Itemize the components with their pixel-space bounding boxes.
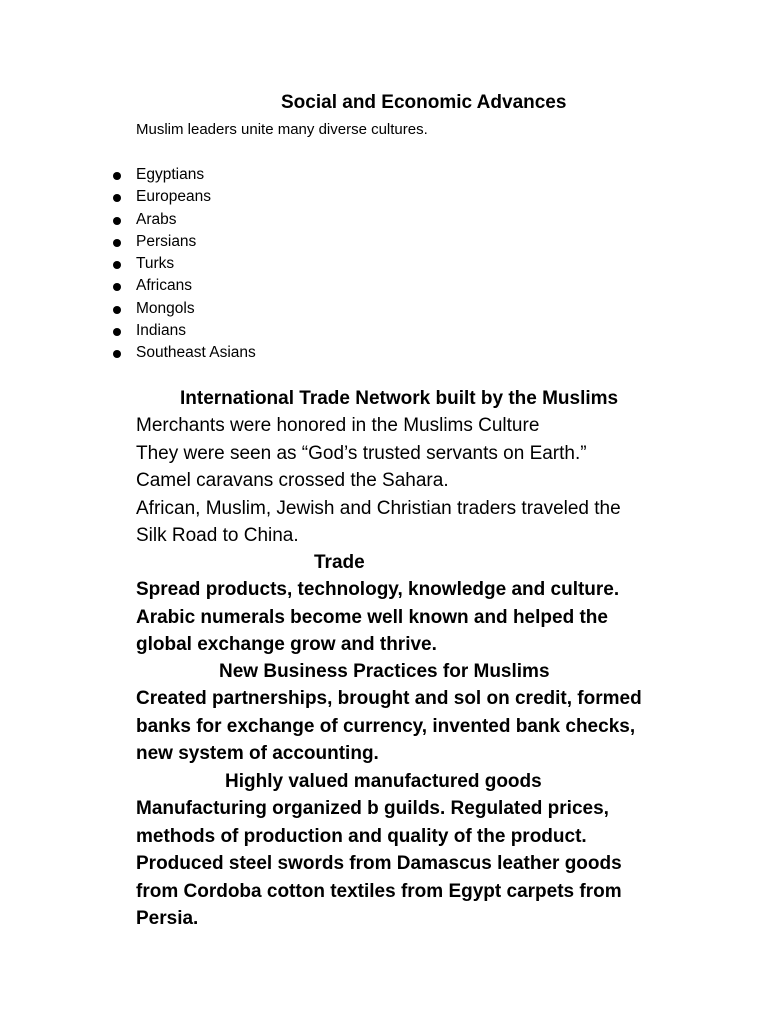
text-line: Arabic numerals become well known and helped the: [136, 606, 608, 628]
text-line: Silk Road to China.: [136, 524, 299, 546]
text-line: They were seen as “God’s trusted servants on Earth.”: [136, 442, 587, 464]
list-item: Turks: [0, 253, 256, 275]
text-line: Camel caravans crossed the Sahara.: [136, 470, 449, 492]
goods-section: [136, 768, 696, 932]
text-line: Spread products, technology, knowledge and culture.: [136, 579, 620, 601]
list-item: Indians: [0, 320, 256, 342]
list-item: Europeans: [0, 186, 256, 208]
business-section: [136, 658, 696, 768]
trade-heading: Trade: [314, 552, 365, 573]
bullet-icon: [113, 239, 121, 247]
text-line: Persia.: [136, 907, 199, 929]
list-item: Mongols: [0, 298, 256, 320]
text-line: Created partnerships, brought and sol on credit, formed: [136, 688, 642, 710]
business-heading: New Business Practices for Muslims: [219, 661, 550, 682]
bullet-icon: [113, 172, 121, 180]
text-line: Manufacturing organized b guilds. Regulated prices,: [136, 798, 609, 820]
list-item: Southeast Asians: [0, 342, 256, 364]
trade-section: [136, 549, 696, 659]
text-line: global exchange grow and thrive.: [136, 634, 437, 656]
cultures-list: [0, 164, 256, 365]
list-item: Persians: [0, 231, 256, 253]
bullet-icon: [113, 217, 121, 225]
list-item: Africans: [0, 275, 256, 297]
intro-text: Muslim leaders unite many diverse cultures.: [136, 121, 428, 138]
bullet-icon: [113, 283, 121, 291]
text-line: methods of production and quality of the product.: [136, 825, 587, 847]
text-line: Merchants were honored in the Muslims Culture: [136, 415, 540, 437]
trade-network-heading: International Trade Network built by the Muslims: [180, 388, 619, 409]
bullet-icon: [113, 328, 121, 336]
list-item: Arabs: [0, 209, 256, 231]
text-line: African, Muslim, Jewish and Christian traders traveled the: [136, 497, 621, 519]
text-line: banks for exchange of currency, invented bank checks,: [136, 715, 636, 737]
text-line: from Cordoba cotton textiles from Egypt carpets from: [136, 880, 622, 902]
text-line: new system of accounting.: [136, 743, 379, 765]
text-line: Produced steel swords from Damascus leather goods: [136, 853, 622, 875]
list-item: Egyptians: [0, 164, 256, 186]
goods-heading: Highly valued manufactured goods: [225, 771, 542, 792]
bullet-icon: [113, 350, 121, 358]
bullet-icon: [113, 261, 121, 269]
page-title: Social and Economic Advances: [281, 92, 567, 113]
bullet-icon: [113, 306, 121, 314]
trade-network-section: [136, 385, 696, 549]
bullet-icon: [113, 194, 121, 202]
